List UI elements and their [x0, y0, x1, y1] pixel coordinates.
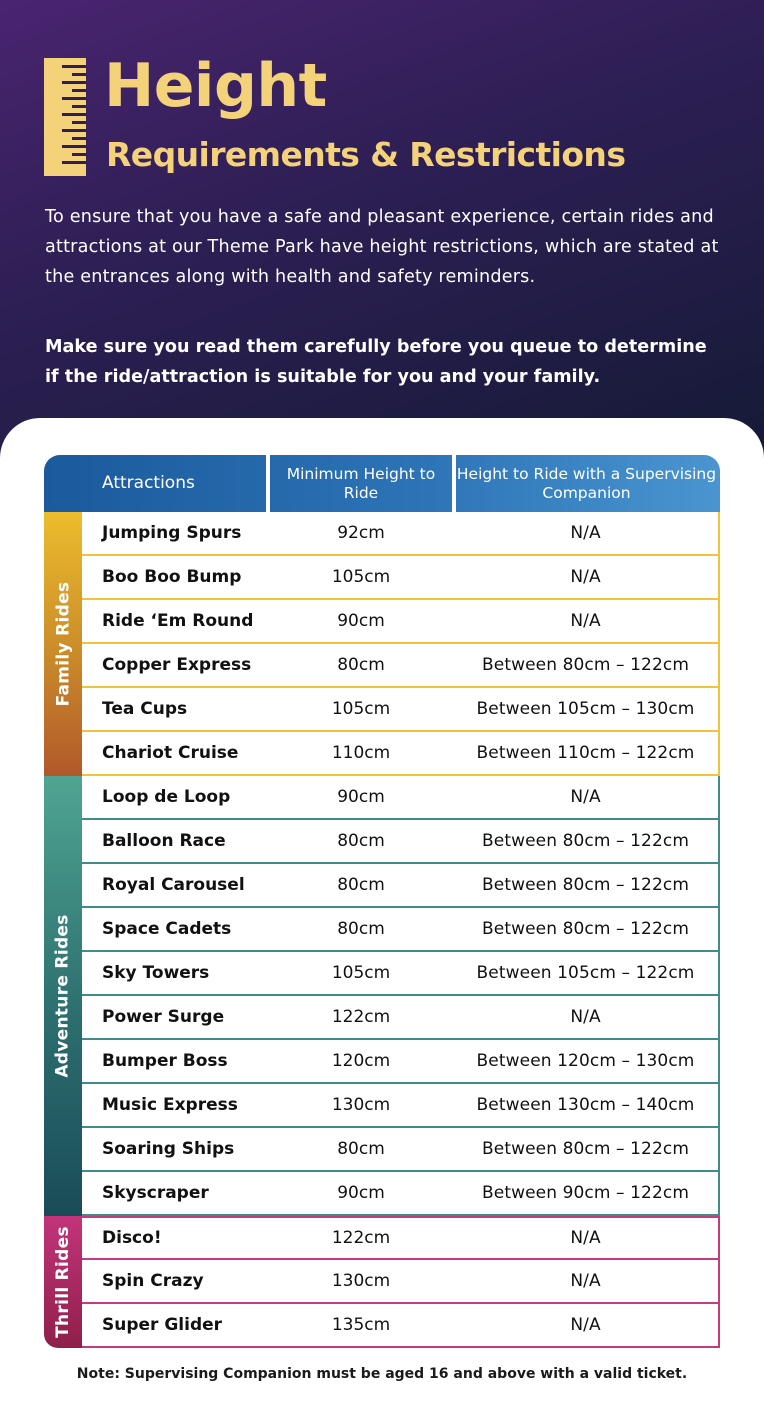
min-height: 80cm [337, 655, 385, 675]
table-row [82, 644, 720, 688]
ruler-icon [44, 58, 86, 176]
ride-name: Spin Crazy [102, 1271, 204, 1291]
min-height: 90cm [337, 787, 385, 807]
intro-bold-paragraph: Make sure you read them carefully before you queue to determine if the ride/attraction is suitable for you and your family. [45, 337, 707, 387]
ride-name: Copper Express [102, 655, 252, 675]
ride-name: Sky Towers [102, 963, 210, 983]
min-height: 110cm [331, 743, 391, 763]
ride-name: Loop de Loop [102, 787, 231, 807]
ride-name: Super Glider [102, 1315, 223, 1335]
header-companion-height: Height to Ride with a Supervising Companion [456, 464, 717, 502]
companion-height: N/A [570, 1007, 601, 1027]
group-label [44, 1216, 82, 1348]
min-height: 130cm [331, 1095, 391, 1115]
min-height: 122cm [331, 1007, 391, 1027]
table-body [44, 512, 720, 1348]
min-height: 105cm [331, 963, 391, 983]
hero-banner [0, 0, 764, 470]
ride-name: Jumping Spurs [102, 523, 242, 543]
group-label [44, 776, 82, 1216]
table-row [82, 512, 720, 556]
footnote: Note: Supervising Companion must be aged 16 and above with a valid ticket. [76, 1366, 688, 1382]
table-row [82, 1260, 720, 1304]
group-label [44, 512, 82, 776]
min-height: 135cm [331, 1315, 391, 1335]
table-row [82, 1304, 720, 1348]
companion-height: N/A [570, 523, 601, 543]
min-height: 130cm [331, 1271, 391, 1291]
companion-height: N/A [570, 787, 601, 807]
ride-name: Soaring Ships [102, 1139, 235, 1159]
ride-group-thrill [44, 1216, 720, 1348]
companion-height: N/A [570, 1228, 601, 1248]
min-height: 92cm [337, 523, 385, 543]
ride-name: Space Cadets [102, 919, 232, 939]
ride-name: Balloon Race [102, 831, 226, 851]
ride-name: Tea Cups [102, 699, 188, 719]
ride-name: Music Express [102, 1095, 238, 1115]
companion-height: Between 80cm – 122cm [482, 655, 689, 675]
companion-height: Between 80cm – 122cm [482, 831, 689, 851]
intro-paragraph: To ensure that you have a safe and pleasant experience, certain rides and attractions at our Theme Park have height restrictions, which are stated at the entrances along with health and safety reminders. [45, 207, 719, 287]
page-title: Height [104, 51, 327, 121]
ride-name: Bumper Boss [102, 1051, 228, 1071]
table-row [82, 732, 720, 776]
min-height: 80cm [337, 875, 385, 895]
table-row [82, 952, 720, 996]
ride-group-adventure [44, 776, 720, 1216]
min-height: 80cm [337, 919, 385, 939]
table-row [82, 864, 720, 908]
companion-height: Between 105cm – 130cm [476, 699, 695, 719]
ride-name: Ride ‘Em Round [102, 611, 254, 631]
group-label-text: Adventure Rides [53, 914, 73, 1078]
min-height: 80cm [337, 831, 385, 851]
ride-name: Royal Carousel [102, 875, 245, 895]
table-row [82, 1216, 720, 1260]
ride-name: Skyscraper [102, 1183, 209, 1203]
min-height: 80cm [337, 1139, 385, 1159]
companion-height: Between 120cm – 130cm [476, 1051, 695, 1071]
min-height: 105cm [331, 567, 391, 587]
group-label-text: Family Rides [53, 581, 74, 707]
table-row [82, 996, 720, 1040]
ride-name: Boo Boo Bump [102, 567, 242, 587]
min-height: 105cm [331, 699, 391, 719]
ride-name: Power Surge [102, 1007, 225, 1027]
ride-name: Disco! [102, 1228, 162, 1248]
companion-height: N/A [570, 611, 601, 631]
table-row [82, 1084, 720, 1128]
companion-height: Between 130cm – 140cm [476, 1095, 695, 1115]
companion-height: N/A [570, 567, 601, 587]
table-row [82, 820, 720, 864]
companion-height: N/A [570, 1271, 601, 1291]
table-row [82, 688, 720, 732]
header-attractions: Attractions [102, 473, 195, 493]
companion-height: Between 105cm – 122cm [476, 963, 695, 983]
companion-height: Between 80cm – 122cm [482, 875, 689, 895]
min-height: 122cm [331, 1228, 391, 1248]
header-min-height: Minimum Height to Ride [286, 464, 436, 502]
table-row [82, 1040, 720, 1084]
table-row [82, 1172, 720, 1216]
companion-height: Between 110cm – 122cm [476, 743, 695, 763]
table-row [82, 600, 720, 644]
page-subtitle: Requirements & Restrictions [106, 135, 626, 174]
table-row [82, 776, 720, 820]
companion-height: Between 90cm – 122cm [482, 1183, 689, 1203]
companion-height: N/A [570, 1315, 601, 1335]
min-height: 90cm [337, 1183, 385, 1203]
companion-height: Between 80cm – 122cm [482, 1139, 689, 1159]
table-row [82, 1128, 720, 1172]
height-table [44, 455, 720, 1348]
ride-name: Chariot Cruise [102, 743, 239, 763]
table-header [44, 455, 720, 512]
min-height: 120cm [331, 1051, 391, 1071]
group-label-text: Thrill Rides [53, 1226, 74, 1338]
companion-height: Between 80cm – 122cm [482, 919, 689, 939]
table-row [82, 556, 720, 600]
table-row [82, 908, 720, 952]
ride-group-family [44, 512, 720, 776]
min-height: 90cm [337, 611, 385, 631]
